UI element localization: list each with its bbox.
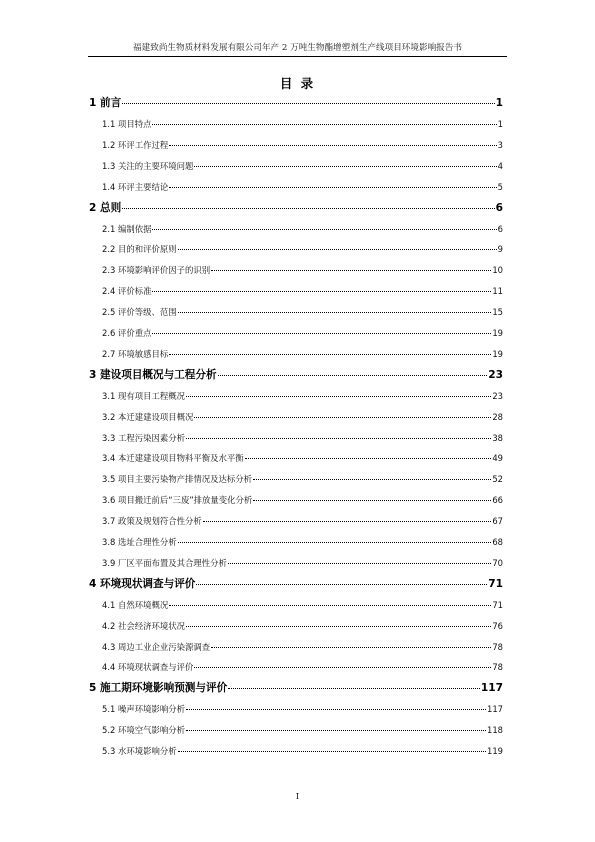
dot-leader	[122, 103, 494, 104]
dot-leader	[203, 521, 492, 522]
dot-leader	[186, 396, 491, 397]
toc-chapter-entry[interactable]	[89, 574, 503, 595]
toc-entry-page: 23	[488, 368, 503, 381]
toc-section-entry[interactable]	[89, 720, 503, 741]
dot-leader	[186, 438, 491, 439]
toc-entry-label: 3.6 项目搬迁前后“三废”排放量变化分析	[102, 495, 253, 506]
toc-entry-page: 19	[492, 328, 503, 339]
running-header: 福建致尚生物质材料发展有限公司年产 2 万吨生物酯增塑剂生产线项目环境影响报告书	[133, 43, 462, 53]
dot-leader	[218, 375, 488, 376]
toc-entry-label: 4.3 周边工业企业污染源调查	[102, 641, 211, 652]
toc-entry-page: 28	[492, 411, 503, 422]
toc-chapter-entry[interactable]	[89, 198, 503, 219]
dot-leader	[194, 667, 491, 668]
toc-section-entry[interactable]	[89, 741, 503, 762]
toc-section-entry[interactable]	[89, 344, 503, 365]
toc-entry-label: 3.4 本迁建建设项目物料平衡及水平衡	[102, 453, 244, 464]
toc-section-entry[interactable]	[89, 135, 503, 156]
toc-entry-page: 78	[492, 641, 503, 652]
toc-section-entry[interactable]	[89, 469, 503, 490]
toc-entry-label: 1.3 关注的主要环境问题	[102, 160, 194, 171]
toc-section-entry[interactable]	[89, 657, 503, 678]
dot-leader	[253, 500, 491, 501]
dot-leader	[152, 333, 491, 334]
toc-chapter-entry[interactable]	[89, 365, 503, 386]
dot-leader	[186, 626, 491, 627]
dot-leader	[169, 605, 491, 606]
toc-entry-label: 2.3 环境影响评价因子的识别	[102, 265, 211, 276]
toc-entry-label: 4.4 环境现状调查与评价	[102, 662, 194, 673]
toc-section-entry[interactable]	[89, 407, 503, 428]
toc-entry-label: 2.4 评价标准	[102, 286, 152, 297]
dot-leader	[228, 688, 480, 689]
toc-entry-page: 71	[492, 599, 503, 610]
dot-leader	[169, 187, 496, 188]
toc-entry-label: 5 施工期环境影响预测与评价	[89, 682, 228, 695]
toc-section-entry[interactable]	[89, 553, 503, 574]
toc-section-entry[interactable]	[89, 511, 503, 532]
toc-entry-label: 3.9 厂区平面布置及其合理性分析	[102, 557, 227, 568]
toc-entry-page: 117	[487, 704, 503, 715]
toc-section-entry[interactable]	[89, 323, 503, 344]
toc-section-entry[interactable]	[89, 637, 503, 658]
toc-section-entry[interactable]	[89, 532, 503, 553]
toc-title: 目 录	[279, 76, 316, 91]
toc-entry-label: 2.6 评价重点	[102, 328, 152, 339]
toc-entry-page: 52	[492, 474, 503, 485]
toc-entry-label: 3.2 本迁建建设项目概况	[102, 411, 194, 422]
dot-leader	[253, 479, 491, 480]
toc-entry-page: 15	[492, 307, 503, 318]
dot-leader	[211, 647, 491, 648]
toc-entry-label: 3 建设项目概况与工程分析	[89, 368, 217, 381]
toc-entry-page: 10	[492, 265, 503, 276]
toc-entry-page: 118	[487, 725, 503, 736]
toc-entry-page: 1	[495, 97, 503, 109]
toc-entry-label: 1.1 项目特点	[102, 119, 152, 129]
toc-chapter-entry[interactable]	[89, 93, 503, 114]
toc-section-entry[interactable]	[89, 490, 503, 511]
toc-entry-page: 49	[492, 453, 503, 464]
toc-section-entry[interactable]	[89, 595, 503, 616]
toc-entry-page: 1	[497, 119, 503, 129]
header-rule	[88, 56, 507, 57]
toc-entry-label: 4.2 社会经济环境状况	[102, 620, 185, 631]
dot-leader	[122, 208, 494, 209]
dot-leader	[186, 730, 486, 731]
toc-section-entry[interactable]	[89, 616, 503, 637]
toc-section-entry[interactable]	[89, 177, 503, 198]
toc-section-entry[interactable]	[89, 302, 503, 323]
toc-entry-page: 119	[487, 746, 503, 757]
dot-leader	[178, 751, 486, 752]
toc-entry-page: 19	[492, 348, 503, 359]
toc-entry-page: 11	[492, 286, 503, 297]
dot-leader	[228, 563, 491, 564]
toc-entry-page: 66	[492, 495, 503, 506]
toc-section-entry[interactable]	[89, 260, 503, 281]
toc-entry-label: 3.8 选址合理性分析	[102, 537, 177, 548]
toc-entry-page: 78	[492, 662, 503, 673]
dot-leader	[169, 145, 496, 146]
toc-entry-page: 4	[497, 160, 503, 171]
toc-entry-label: 2 总则	[89, 201, 122, 214]
toc-entry-label: 1.2 环评工作过程	[102, 139, 169, 150]
dot-leader	[152, 291, 491, 292]
toc-section-entry[interactable]	[89, 699, 503, 720]
toc-entry-label: 3.7 政策及规划符合性分析	[102, 516, 202, 527]
dot-leader	[152, 124, 496, 125]
toc-entry-label: 2.2 目的和评价原则	[102, 244, 177, 255]
toc-entry-page: 38	[492, 432, 503, 443]
toc-entry-label: 3.5 项目主要污染物产排情况及达标分析	[102, 474, 252, 485]
table-of-contents	[89, 93, 503, 762]
toc-section-entry[interactable]	[89, 239, 503, 260]
dot-leader	[178, 249, 497, 250]
toc-entry-label: 5.2 环境空气影响分析	[102, 725, 185, 736]
page-number: I	[295, 792, 300, 801]
toc-entry-page: 76	[492, 620, 503, 631]
toc-entry-page: 67	[492, 516, 503, 527]
toc-entry-page: 6	[495, 201, 503, 214]
toc-entry-label: 2.1 编制依据	[102, 223, 152, 234]
toc-section-entry[interactable]	[89, 156, 503, 177]
toc-section-entry[interactable]	[89, 448, 503, 469]
dot-leader	[196, 584, 487, 585]
toc-entry-page: 3	[497, 139, 503, 150]
toc-entry-label: 2.5 评价等级、范围	[102, 307, 177, 318]
dot-leader	[194, 166, 496, 167]
toc-entry-label: 4 环境现状调查与评价	[89, 577, 196, 590]
toc-entry-label: 5.3 水环境影响分析	[102, 746, 177, 757]
toc-entry-page: 68	[492, 537, 503, 548]
toc-section-entry[interactable]	[89, 219, 503, 240]
toc-section-entry[interactable]	[89, 386, 503, 407]
toc-entry-page: 70	[492, 557, 503, 568]
toc-entry-label: 1.4 环评主要结论	[102, 181, 169, 192]
toc-entry-label: 4.1 自然环境概况	[102, 599, 169, 610]
toc-section-entry[interactable]	[89, 114, 503, 135]
toc-entry-page: 23	[492, 390, 503, 401]
toc-section-entry[interactable]	[89, 428, 503, 449]
toc-entry-page: 117	[480, 682, 503, 695]
toc-chapter-entry[interactable]	[89, 678, 503, 699]
toc-entry-label: 3.3 工程污染因素分析	[102, 432, 185, 443]
dot-leader	[186, 709, 486, 710]
dot-leader	[178, 312, 492, 313]
dot-leader	[211, 270, 491, 271]
dot-leader	[178, 542, 492, 543]
toc-entry-label: 1 前言	[89, 97, 122, 109]
toc-entry-page: 5	[497, 181, 503, 192]
toc-entry-label: 5.1 噪声环境影响分析	[102, 704, 185, 715]
toc-entry-page: 6	[497, 223, 503, 234]
dot-leader	[194, 417, 491, 418]
dot-leader	[152, 229, 496, 230]
toc-entry-label: 3.1 现有项目工程概况	[102, 390, 185, 401]
toc-entry-page: 71	[488, 577, 503, 590]
dot-leader	[245, 458, 492, 459]
toc-entry-label: 2.7 环境敏感目标	[102, 348, 169, 359]
toc-entry-page: 9	[497, 244, 503, 255]
toc-section-entry[interactable]	[89, 281, 503, 302]
dot-leader	[169, 354, 491, 355]
